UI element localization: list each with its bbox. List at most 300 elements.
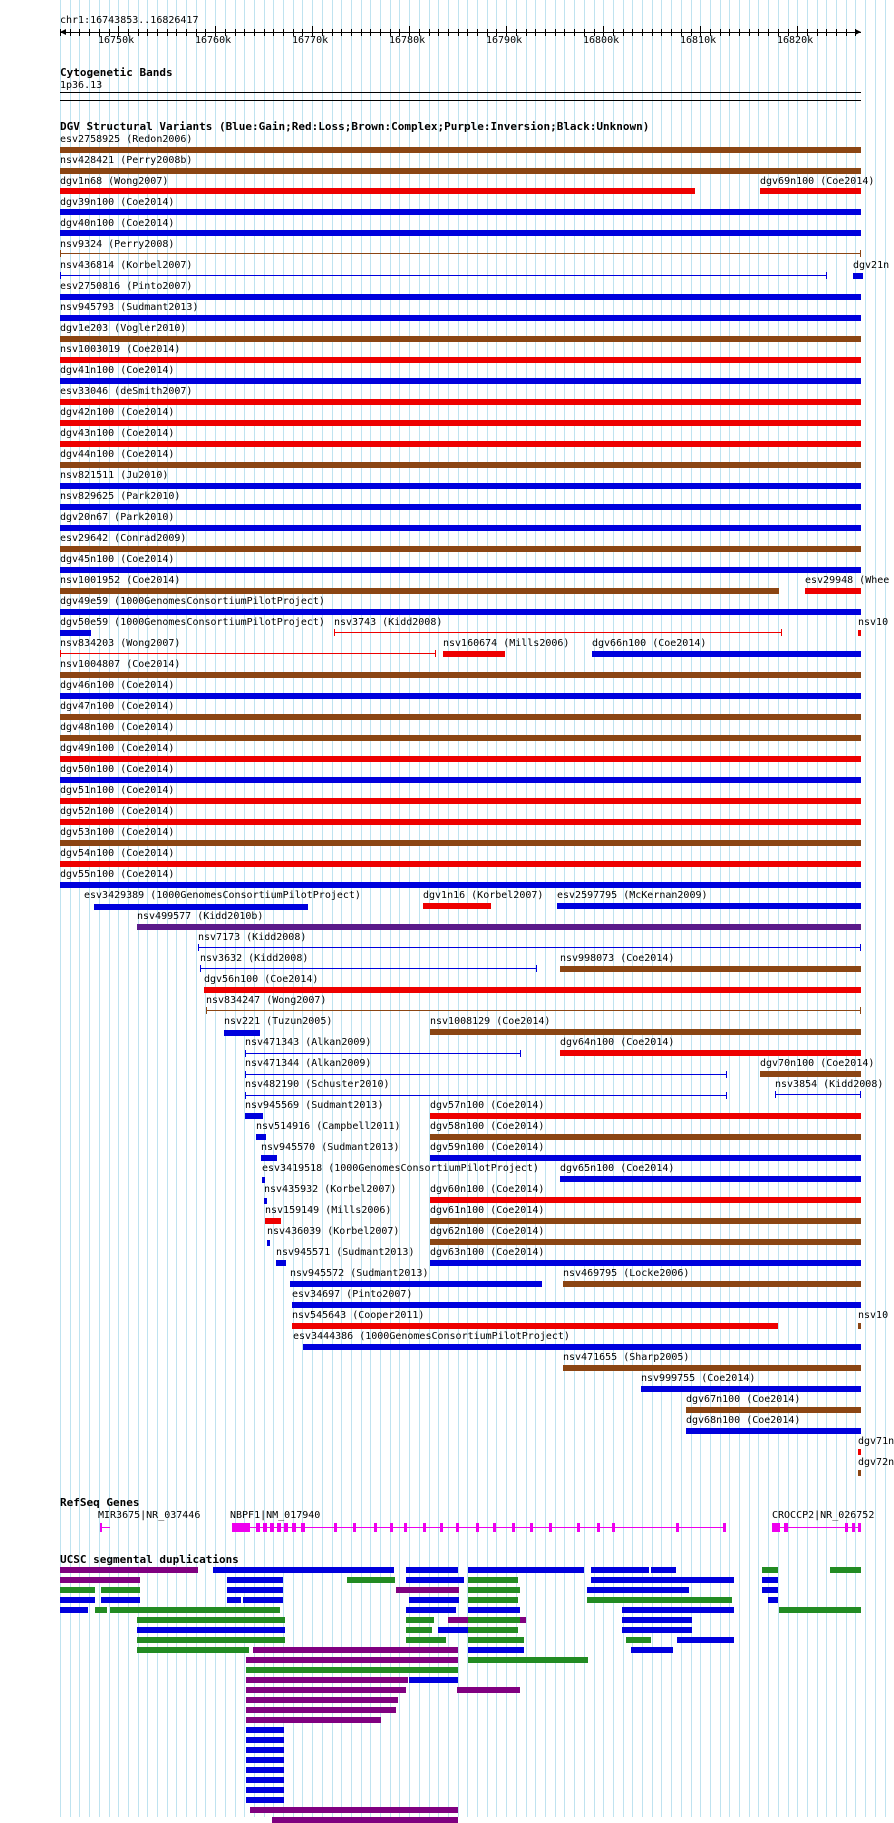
segdup-block[interactable] xyxy=(468,1647,524,1653)
dgv-item-bar[interactable] xyxy=(60,819,861,825)
segdup-block[interactable] xyxy=(406,1607,456,1613)
dgv-item-bar[interactable] xyxy=(60,777,861,783)
dgv-item-label[interactable]: nsv829625 (Park2010) xyxy=(60,491,181,502)
dgv-item-label[interactable]: nsv159149 (Mills2006) xyxy=(265,1205,392,1216)
croccp2-exon[interactable] xyxy=(845,1523,848,1532)
nbpf1-exon[interactable] xyxy=(404,1523,407,1532)
grid-line xyxy=(89,0,90,1817)
grid-line xyxy=(70,0,71,1817)
segdup-block[interactable] xyxy=(651,1567,676,1573)
segdup-block[interactable] xyxy=(227,1587,283,1593)
dgv-item-label[interactable]: dgv39n100 (Coe2014) xyxy=(60,197,175,208)
dgv-item-label[interactable]: nsv3854 (Kidd2008) xyxy=(775,1079,884,1090)
segdup-block[interactable] xyxy=(250,1807,458,1813)
segdup-block[interactable] xyxy=(227,1577,283,1583)
dgv-item-label[interactable]: nsv998073 (Coe2014) xyxy=(560,953,675,964)
dgv-item-bar[interactable] xyxy=(560,1050,861,1056)
dgv-item-label[interactable]: dgv65n100 (Coe2014) xyxy=(560,1163,675,1174)
dgv-item-bar[interactable] xyxy=(430,1134,861,1140)
segdup-block[interactable] xyxy=(779,1607,861,1613)
dgv-item-bar[interactable] xyxy=(60,336,861,342)
segdup-block[interactable] xyxy=(137,1637,285,1643)
segdup-block[interactable] xyxy=(591,1577,734,1583)
dgv-item-label[interactable]: dgv48n100 (Coe2014) xyxy=(60,722,175,733)
dgv-item-bar[interactable] xyxy=(686,1407,861,1413)
dgv-item-label[interactable]: dgv52n100 (Coe2014) xyxy=(60,806,175,817)
segdup-block[interactable] xyxy=(587,1597,732,1603)
dgv-item-label[interactable]: dgv58n100 (Coe2014) xyxy=(430,1121,545,1132)
segdup-block[interactable] xyxy=(246,1727,284,1733)
segdup-block[interactable] xyxy=(591,1567,649,1573)
segdup-block[interactable] xyxy=(457,1687,520,1693)
dgv-item-bar[interactable] xyxy=(760,188,861,194)
dgv-item-bar[interactable] xyxy=(560,966,861,972)
dgv-item-label[interactable]: dgv21n xyxy=(853,260,890,271)
dgv-item-bar[interactable] xyxy=(292,1302,861,1308)
segdup-block[interactable] xyxy=(246,1707,396,1713)
refseq-gene-label[interactable]: CROCCP2|NR_026752 xyxy=(772,1510,875,1521)
nbpf1-exon[interactable] xyxy=(263,1523,267,1532)
dgv-item-label[interactable]: nsv435932 (Korbel2007) xyxy=(264,1184,397,1195)
dgv-item-bar[interactable] xyxy=(858,1470,861,1476)
dgv-item-label[interactable]: dgv1e203 (Vogler2010) xyxy=(60,323,187,334)
segdup-block[interactable] xyxy=(622,1607,734,1613)
grid-line xyxy=(399,0,400,1817)
dgv-item-bar[interactable] xyxy=(60,420,861,426)
dgv-item-bar[interactable] xyxy=(261,1155,277,1161)
dgv-item-bar[interactable] xyxy=(60,315,861,321)
dgv-item-label[interactable]: nsv436039 (Korbel2007) xyxy=(267,1226,400,1237)
segdup-block[interactable] xyxy=(762,1567,778,1573)
dgv-item-label[interactable]: nsv499577 (Kidd2010b) xyxy=(137,911,264,922)
nbpf1-exon[interactable] xyxy=(512,1523,515,1532)
dgv-item-label[interactable]: nsv834203 (Wong2007) xyxy=(60,638,181,649)
dgv-item-label[interactable]: esv3429389 (1000GenomesConsortiumPilotProject) xyxy=(84,890,361,901)
segdup-block[interactable] xyxy=(768,1597,778,1603)
dgv-item-line[interactable] xyxy=(775,1094,861,1095)
nbpf1-exon[interactable] xyxy=(301,1523,305,1532)
croccp2-exon[interactable] xyxy=(784,1523,788,1532)
dgv-item-label[interactable]: esv3419518 (1000GenomesConsortiumPilotProject) xyxy=(262,1163,539,1174)
dgv-item-bar[interactable] xyxy=(430,1155,861,1161)
segdup-block[interactable] xyxy=(246,1717,381,1723)
segdup-block[interactable] xyxy=(626,1637,651,1643)
segdup-block[interactable] xyxy=(409,1597,459,1603)
segdup-block[interactable] xyxy=(60,1567,198,1573)
dgv-item-bar[interactable] xyxy=(264,1198,267,1204)
segdup-block[interactable] xyxy=(631,1647,673,1653)
dgv-item-line[interactable] xyxy=(60,253,861,254)
dgv-item-bar[interactable] xyxy=(853,273,863,279)
segdup-block[interactable] xyxy=(622,1627,692,1633)
dgv-item-bar[interactable] xyxy=(245,1113,263,1119)
dgv-item-label[interactable]: dgv59n100 (Coe2014) xyxy=(430,1142,545,1153)
dgv-item-bar[interactable] xyxy=(60,230,861,236)
segdup-block[interactable] xyxy=(830,1567,861,1573)
segdup-block[interactable] xyxy=(246,1787,284,1793)
ruler-minor-tick xyxy=(167,29,168,36)
dgv-item-bar[interactable] xyxy=(760,1071,861,1077)
dgv-item-line[interactable] xyxy=(60,653,436,654)
grid-line xyxy=(419,0,420,1817)
nbpf1-exon[interactable] xyxy=(440,1523,443,1532)
dgv-item-label[interactable]: dgv57n100 (Coe2014) xyxy=(430,1100,545,1111)
dgv-item-line[interactable] xyxy=(245,1053,521,1054)
segdup-block[interactable] xyxy=(468,1617,520,1623)
segdup-block[interactable] xyxy=(246,1747,284,1753)
dgv-item-label[interactable]: nsv221 (Tuzun2005) xyxy=(224,1016,333,1027)
dgv-item-bar[interactable] xyxy=(858,1449,861,1455)
segdup-block[interactable] xyxy=(409,1677,458,1683)
dgv-item-label[interactable]: nsv1003019 (Coe2014) xyxy=(60,344,181,355)
dgv-item-label[interactable]: dgv71n xyxy=(858,1436,894,1447)
dgv-item-label[interactable]: dgv54n100 (Coe2014) xyxy=(60,848,175,859)
dgv-item-label[interactable]: nsv160674 (Mills2006) xyxy=(443,638,570,649)
nbpf1-exon[interactable] xyxy=(292,1523,296,1532)
dgv-item-bar[interactable] xyxy=(430,1239,861,1245)
dgv-item-bar[interactable] xyxy=(430,1260,861,1266)
dgv-item-label[interactable]: dgv72n xyxy=(858,1457,894,1468)
refseq-gene-label[interactable]: NBPF1|NM_017940 xyxy=(230,1510,321,1521)
segdup-block[interactable] xyxy=(347,1577,395,1583)
dgv-item-label[interactable]: nsv428421 (Perry2008b) xyxy=(60,155,193,166)
dgv-item-label[interactable]: dgv50n100 (Coe2014) xyxy=(60,764,175,775)
nbpf1-exon[interactable] xyxy=(256,1523,260,1532)
dgv-item-label[interactable]: esv3444386 (1000GenomesConsortiumPilotProject) xyxy=(293,1331,570,1342)
segdup-block[interactable] xyxy=(762,1587,778,1593)
dgv-item-label[interactable]: nsv7173 (Kidd2008) xyxy=(198,932,307,943)
dgv-item-bar[interactable] xyxy=(265,1218,281,1224)
segdup-block[interactable] xyxy=(60,1577,140,1583)
dgv-item-bar[interactable] xyxy=(60,756,861,762)
dgv-item-bar[interactable] xyxy=(60,672,861,678)
dgv-item-bar[interactable] xyxy=(60,399,861,405)
dgv-item-label[interactable]: dgv44n100 (Coe2014) xyxy=(60,449,175,460)
dgv-item-bar[interactable] xyxy=(60,630,91,636)
dgv-item-label[interactable]: dgv66n100 (Coe2014) xyxy=(592,638,707,649)
dgv-item-label[interactable]: esv29948 (Whee xyxy=(805,575,890,586)
dgv-item-bar[interactable] xyxy=(267,1240,270,1246)
dgv-item-label[interactable]: dgv53n100 (Coe2014) xyxy=(60,827,175,838)
dgv-item-label[interactable]: nsv945570 (Sudmant2013) xyxy=(261,1142,400,1153)
dgv-item-bar[interactable] xyxy=(60,209,861,215)
dgv-item-label[interactable]: esv2750816 (Pinto2007) xyxy=(60,281,193,292)
dgv-item-bar[interactable] xyxy=(563,1281,861,1287)
dgv-item-bar[interactable] xyxy=(60,441,861,447)
segdup-block[interactable] xyxy=(272,1817,458,1823)
dgv-item-bar[interactable] xyxy=(858,630,861,636)
dgv-item-label[interactable]: nsv545643 (Cooper2011) xyxy=(292,1310,425,1321)
dgv-item-bar[interactable] xyxy=(60,609,861,615)
segdup-block[interactable] xyxy=(406,1577,464,1583)
dgv-item-label[interactable]: esv2758925 (Redon2006) xyxy=(60,134,193,145)
dgv-item-bar[interactable] xyxy=(60,462,861,468)
dgv-item-label[interactable]: dgv62n100 (Coe2014) xyxy=(430,1226,545,1237)
segdup-block[interactable] xyxy=(406,1637,446,1643)
mir3675-gene-icon[interactable] xyxy=(102,1527,110,1528)
dgv-item-bar[interactable] xyxy=(60,546,861,552)
segdup-block[interactable] xyxy=(406,1617,434,1623)
dgv-item-bar[interactable] xyxy=(641,1386,861,1392)
dgv-item-bar[interactable] xyxy=(290,1281,542,1287)
dgv-item-label[interactable]: dgv43n100 (Coe2014) xyxy=(60,428,175,439)
dgv-item-bar[interactable] xyxy=(423,903,491,909)
ruler-minor-tick xyxy=(671,29,672,36)
nbpf1-exon[interactable] xyxy=(597,1523,600,1532)
dgv-item-label[interactable]: dgv51n100 (Coe2014) xyxy=(60,785,175,796)
dgv-item-label[interactable]: dgv49e59 (1000GenomesConsortiumPilotProject) xyxy=(60,596,325,607)
dgv-item-bar[interactable] xyxy=(94,904,308,910)
nbpf1-exon[interactable] xyxy=(270,1523,274,1532)
segdup-block[interactable] xyxy=(396,1587,459,1593)
dgv-item-label[interactable]: nsv1004807 (Coe2014) xyxy=(60,659,181,670)
dgv-item-bar[interactable] xyxy=(60,735,861,741)
segdup-block[interactable] xyxy=(227,1597,241,1603)
segdup-block[interactable] xyxy=(137,1627,285,1633)
dgv-item-bar[interactable] xyxy=(563,1365,861,1371)
croccp2-exon[interactable] xyxy=(858,1523,861,1532)
dgv-item-label[interactable]: dgv1n68 (Wong2007) xyxy=(60,176,169,187)
dgv-item-label[interactable]: dgv60n100 (Coe2014) xyxy=(430,1184,545,1195)
nbpf1-exon[interactable] xyxy=(374,1523,377,1532)
dgv-item-label[interactable]: nsv945793 (Sudmant2013) xyxy=(60,302,199,313)
dgv-item-line[interactable] xyxy=(245,1095,727,1096)
segdup-block[interactable] xyxy=(468,1567,584,1573)
segdup-block[interactable] xyxy=(137,1647,249,1653)
dgv-item-bar[interactable] xyxy=(805,588,861,594)
nbpf1-exon[interactable] xyxy=(284,1523,288,1532)
dgv-item-line[interactable] xyxy=(200,968,537,969)
dgv-item-label[interactable]: nsv469795 (Locke2006) xyxy=(563,1268,690,1279)
grid-line xyxy=(312,0,313,1817)
dgv-item-line[interactable] xyxy=(245,1074,727,1075)
dgv-item-bar[interactable] xyxy=(686,1428,861,1434)
dgv-item-end xyxy=(775,1091,776,1098)
dgv-item-label[interactable]: dgv45n100 (Coe2014) xyxy=(60,554,175,565)
dgv-item-bar[interactable] xyxy=(60,588,779,594)
dgv-item-bar[interactable] xyxy=(60,147,861,153)
dgv-item-label[interactable]: dgv68n100 (Coe2014) xyxy=(686,1415,801,1426)
segdup-block[interactable] xyxy=(213,1567,394,1573)
dgv-item-bar[interactable] xyxy=(256,1134,266,1140)
dgv-item-bar[interactable] xyxy=(292,1323,778,1329)
dgv-item-label[interactable]: nsv945572 (Sudmant2013) xyxy=(290,1268,429,1279)
segdup-block[interactable] xyxy=(246,1777,284,1783)
dgv-item-bar[interactable] xyxy=(592,651,861,657)
dgv-item-bar[interactable] xyxy=(430,1218,861,1224)
dgv-item-bar[interactable] xyxy=(430,1197,861,1203)
segdup-block[interactable] xyxy=(60,1607,88,1613)
dgv-item-label[interactable]: nsv471655 (Sharp2005) xyxy=(563,1352,690,1363)
nbpf1-exon[interactable] xyxy=(277,1523,281,1532)
dgv-item-bar[interactable] xyxy=(303,1344,861,1350)
dgv-item-bar[interactable] xyxy=(557,903,861,909)
dgv-item-label[interactable]: dgv41n100 (Coe2014) xyxy=(60,365,175,376)
dgv-item-label[interactable]: nsv945571 (Sudmant2013) xyxy=(276,1247,415,1258)
dgv-item-label[interactable]: nsv1008129 (Coe2014) xyxy=(430,1016,551,1027)
nbpf1-exon[interactable] xyxy=(476,1523,479,1532)
nbpf1-exon[interactable] xyxy=(530,1523,533,1532)
segdup-block[interactable] xyxy=(95,1607,107,1613)
dgv-item-bar[interactable] xyxy=(60,525,861,531)
segdup-block[interactable] xyxy=(246,1697,398,1703)
segdup-block[interactable] xyxy=(468,1657,588,1663)
dgv-item-bar[interactable] xyxy=(60,168,861,174)
dgv-item-label[interactable]: nsv999755 (Coe2014) xyxy=(641,1373,756,1384)
segdup-block[interactable] xyxy=(60,1587,95,1593)
dgv-item-bar[interactable] xyxy=(60,567,861,573)
dgv-item-label[interactable]: nsv1001952 (Coe2014) xyxy=(60,575,181,586)
dgv-item-label[interactable]: dgv64n100 (Coe2014) xyxy=(560,1037,675,1048)
nbpf1-exon[interactable] xyxy=(577,1523,580,1532)
nbpf1-exon[interactable] xyxy=(493,1523,496,1532)
segdup-block[interactable] xyxy=(101,1587,140,1593)
dgv-item-bar[interactable] xyxy=(60,693,861,699)
dgv-item-bar[interactable] xyxy=(60,188,695,194)
nbpf1-exon[interactable] xyxy=(334,1523,337,1532)
dgv-item-label[interactable]: nsv482190 (Schuster2010) xyxy=(245,1079,390,1090)
segdup-block[interactable] xyxy=(246,1797,284,1803)
dgv-item-line[interactable] xyxy=(198,947,861,948)
segdup-block[interactable] xyxy=(468,1597,518,1603)
dgv-item-label[interactable]: nsv9324 (Perry2008) xyxy=(60,239,175,250)
dgv-item-bar[interactable] xyxy=(858,1323,861,1329)
croccp2-exon[interactable] xyxy=(852,1523,855,1532)
dgv-item-bar[interactable] xyxy=(60,861,861,867)
dgv-item-label[interactable]: nsv10 xyxy=(858,1310,889,1321)
ruler-minor-tick xyxy=(448,29,449,36)
dgv-item-bar[interactable] xyxy=(60,378,861,384)
segdup-block[interactable] xyxy=(246,1667,458,1673)
dgv-item-label[interactable]: dgv47n100 (Coe2014) xyxy=(60,701,175,712)
segdup-block[interactable] xyxy=(406,1627,432,1633)
segdup-block[interactable] xyxy=(246,1737,284,1743)
ruler-minor-tick xyxy=(545,29,546,36)
dgv-item-label[interactable]: dgv49n100 (Coe2014) xyxy=(60,743,175,754)
dgv-item-label[interactable]: dgv1n16 (Korbel2007) xyxy=(423,890,544,901)
segdup-block[interactable] xyxy=(677,1637,734,1643)
refseq-gene-label[interactable]: MIR3675|NR_037446 xyxy=(98,1510,201,1521)
dgv-item-label[interactable]: esv2597795 (McKernan2009) xyxy=(557,890,708,901)
segdup-block[interactable] xyxy=(622,1617,692,1623)
dgv-item-line[interactable] xyxy=(60,275,827,276)
dgv-item-bar[interactable] xyxy=(60,882,861,888)
dgv-item-label[interactable]: dgv63n100 (Coe2014) xyxy=(430,1247,545,1258)
segdup-block[interactable] xyxy=(468,1587,520,1593)
croccp2-exon[interactable] xyxy=(772,1523,780,1532)
segdup-block[interactable] xyxy=(246,1767,284,1773)
segdup-block[interactable] xyxy=(762,1577,778,1583)
segdup-block[interactable] xyxy=(468,1637,524,1643)
ruler-minor-tick xyxy=(79,29,80,36)
dgv-item-bar[interactable] xyxy=(560,1176,861,1182)
dgv-item-label[interactable]: esv34697 (Pinto2007) xyxy=(292,1289,413,1300)
dgv-item-label[interactable]: nsv471344 (Alkan2009) xyxy=(245,1058,372,1069)
segdup-block[interactable] xyxy=(587,1587,689,1593)
nbpf1-exon[interactable] xyxy=(723,1523,726,1532)
dgv-item-bar[interactable] xyxy=(276,1260,286,1266)
ruler-minor-tick xyxy=(826,29,827,36)
nbpf1-exon[interactable] xyxy=(423,1523,426,1532)
dgv-item-bar[interactable] xyxy=(204,987,861,993)
dgv-item-bar[interactable] xyxy=(262,1177,265,1183)
nbpf1-exon[interactable] xyxy=(549,1523,552,1532)
dgv-item-label[interactable]: nsv436814 (Korbel2007) xyxy=(60,260,193,271)
dgv-item-label[interactable]: nsv3632 (Kidd2008) xyxy=(200,953,309,964)
dgv-item-label[interactable]: dgv67n100 (Coe2014) xyxy=(686,1394,801,1405)
dgv-item-line[interactable] xyxy=(206,1010,861,1011)
nbpf1-intron-line[interactable] xyxy=(232,1527,726,1528)
nbpf1-exon[interactable] xyxy=(612,1523,615,1532)
dgv-item-bar[interactable] xyxy=(137,924,861,930)
nbpf1-exon[interactable] xyxy=(676,1523,679,1532)
dgv-item-bar[interactable] xyxy=(60,483,861,489)
segdup-block[interactable] xyxy=(246,1657,458,1663)
dgv-item-bar[interactable] xyxy=(443,651,505,657)
segdup-block[interactable] xyxy=(137,1617,285,1623)
dgv-item-label[interactable]: dgv50e59 (1000GenomesConsortiumPilotProject) xyxy=(60,617,325,628)
dgv-item-bar[interactable] xyxy=(60,798,861,804)
segdup-block[interactable] xyxy=(246,1757,284,1763)
dgv-item-bar[interactable] xyxy=(60,714,861,720)
dgv-item-bar[interactable] xyxy=(60,504,861,510)
dgv-item-bar[interactable] xyxy=(60,357,861,363)
dgv-item-label[interactable]: dgv40n100 (Coe2014) xyxy=(60,218,175,229)
dgv-item-label[interactable]: dgv46n100 (Coe2014) xyxy=(60,680,175,691)
dgv-item-bar[interactable] xyxy=(224,1030,260,1036)
segdup-block[interactable] xyxy=(243,1597,283,1603)
dgv-item-end xyxy=(198,944,199,951)
segdup-block[interactable] xyxy=(246,1687,406,1693)
dgv-item-label[interactable]: nsv821511 (Ju2010) xyxy=(60,470,169,481)
segdup-block[interactable] xyxy=(406,1567,458,1573)
segdup-block[interactable] xyxy=(246,1677,408,1683)
dgv-item-line[interactable] xyxy=(334,632,782,633)
nbpf1-exon[interactable] xyxy=(456,1523,459,1532)
segdup-block[interactable] xyxy=(60,1597,95,1603)
dgv-item-label[interactable]: dgv61n100 (Coe2014) xyxy=(430,1205,545,1216)
dgv-item-label[interactable]: dgv56n100 (Coe2014) xyxy=(204,974,319,985)
segdup-block[interactable] xyxy=(468,1577,518,1583)
dgv-item-label[interactable]: dgv70n100 (Coe2014) xyxy=(760,1058,875,1069)
dgv-item-label[interactable]: dgv42n100 (Coe2014) xyxy=(60,407,175,418)
nbpf1-exon[interactable] xyxy=(390,1523,393,1532)
dgv-item-label[interactable]: nsv514916 (Campbell2011) xyxy=(256,1121,401,1132)
dgv-item-label[interactable]: dgv69n100 (Coe2014) xyxy=(760,176,875,187)
dgv-item-label[interactable]: dgv20n67 (Park2010) xyxy=(60,512,175,523)
segdup-block[interactable] xyxy=(110,1607,280,1613)
dgv-item-label[interactable]: dgv55n100 (Coe2014) xyxy=(60,869,175,880)
dgv-item-label[interactable]: nsv945569 (Sudmant2013) xyxy=(245,1100,384,1111)
dgv-item-label[interactable]: nsv471343 (Alkan2009) xyxy=(245,1037,372,1048)
dgv-item-bar[interactable] xyxy=(430,1029,861,1035)
dgv-item-label[interactable]: esv33046 (deSmith2007) xyxy=(60,386,193,397)
dgv-item-label[interactable]: esv29642 (Conrad2009) xyxy=(60,533,187,544)
segdup-block[interactable] xyxy=(468,1627,518,1633)
ruler-minor-tick xyxy=(361,29,362,36)
dgv-item-label[interactable]: nsv10 xyxy=(858,617,889,628)
nbpf1-exon[interactable] xyxy=(353,1523,356,1532)
segdup-block[interactable] xyxy=(468,1607,520,1613)
nbpf1-exon[interactable] xyxy=(232,1523,250,1532)
dgv-item-label[interactable]: nsv834247 (Wong2007) xyxy=(206,995,327,1006)
segdup-block[interactable] xyxy=(253,1647,458,1653)
dgv-item-label[interactable]: nsv3743 (Kidd2008) xyxy=(334,617,443,628)
dgv-item-bar[interactable] xyxy=(430,1113,861,1119)
segdup-block[interactable] xyxy=(101,1597,140,1603)
dgv-item-bar[interactable] xyxy=(60,294,861,300)
dgv-item-bar[interactable] xyxy=(60,840,861,846)
